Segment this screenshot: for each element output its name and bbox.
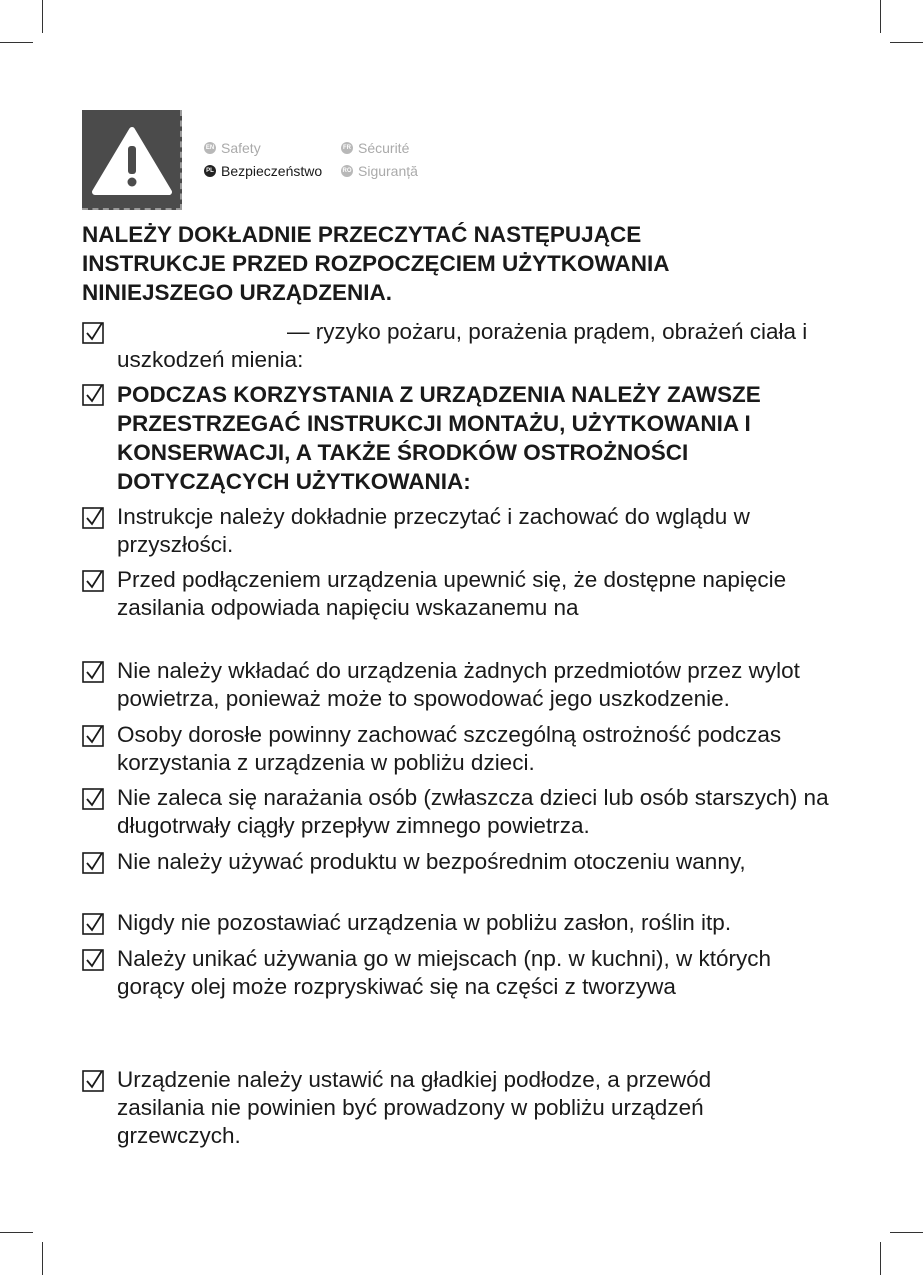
checklist-item-text: Nie zaleca się narażania osób (zwłaszcza dzieci lub osób starszych) na długotrwały ciągły przepływ zimnego powietrza. <box>117 785 829 838</box>
language-badge: PL <box>204 165 216 177</box>
checkbox-checked-icon <box>82 725 104 747</box>
checklist-item <box>82 566 862 622</box>
checklist-item-text: Osoby dorosłe powinny zachować szczególną ostrożność podczas korzystania z urządzenia w pobliżu dzieci. <box>117 722 782 775</box>
checklist-item <box>82 318 862 374</box>
language-label-fr <box>341 140 409 156</box>
crop-mark <box>42 0 43 33</box>
checklist-item <box>82 848 862 876</box>
language-label-text: Bezpieczeństwo <box>221 163 323 179</box>
checkbox-checked-icon <box>82 570 104 592</box>
crop-mark <box>890 42 923 43</box>
checklist-item <box>82 909 862 937</box>
checkbox-checked-icon <box>82 1070 104 1092</box>
checklist-item-text: Należy unikać używania go w miejscach (np. w kuchni), w których gorący olej może rozpryskiwać się na części z tworzywa <box>117 946 772 999</box>
checkbox-checked-icon <box>82 913 104 935</box>
checklist-item-text: — ryzyko pożaru, porażenia prądem, obrażeń ciała i uszkodzeń mienia: <box>117 319 808 372</box>
checkbox-checked-icon <box>82 322 104 344</box>
checkbox-checked-icon <box>82 852 104 874</box>
checklist-item-text: Przed podłączeniem urządzenia upewnić się, że dostępne napięcie zasilania odpowiada napięciu wskazanemu na <box>117 567 787 620</box>
language-badge: RO <box>341 165 353 177</box>
checklist-item <box>82 945 862 1001</box>
language-badge: EN <box>204 142 216 154</box>
checklist-item-text: PODCZAS KORZYSTANIA Z URZĄDZENIA NALEŻY ZAWSZE PRZESTRZEGAĆ INSTRUKCJI MONTAŻU, UŻYTKOWANIA I KONSERWACJI, A TAKŻE ŚRODKÓW OSTROŻNOŚCI DOTYCZĄCYCH UŻYTKOWANIA: <box>117 382 761 494</box>
checklist-item <box>82 380 862 496</box>
language-label-text: Sécurité <box>358 140 410 156</box>
checkbox-checked-icon <box>82 384 104 406</box>
language-label-text: Safety <box>221 140 261 156</box>
checkbox-checked-icon <box>82 788 104 810</box>
checklist-item <box>82 657 862 713</box>
page-heading: NALEŻY DOKŁADNIE PRZECZYTAĆ NASTĘPUJĄCE INSTRUKCJE PRZED ROZPOCZĘCIEM UŻYTKOWANIA NINIEJSZEGO URZĄDZENIA. <box>82 222 669 305</box>
checklist-item <box>82 503 862 559</box>
checklist-item-text: Nigdy nie pozostawiać urządzenia w pobliżu zasłon, roślin itp. <box>117 910 732 935</box>
language-label-pl <box>204 163 322 179</box>
checkbox-checked-icon <box>82 949 104 971</box>
language-badge: FR <box>341 142 353 154</box>
crop-mark <box>880 1242 881 1275</box>
checklist-item <box>82 784 862 840</box>
language-label-en <box>204 140 261 156</box>
checklist-item-text: Nie należy wkładać do urządzenia żadnych przedmiotów przez wylot powietrza, ponieważ może to spowodować jego uszkodzenie. <box>117 658 800 711</box>
checklist-item-text: Nie należy używać produktu w bezpośrednim otoczeniu wanny, <box>117 849 746 874</box>
crop-mark <box>890 1232 923 1233</box>
checklist-item-text: Instrukcje należy dokładnie przeczytać i zachować do wglądu w przyszłości. <box>117 504 750 557</box>
language-label-ro <box>341 163 418 179</box>
crop-mark <box>0 42 33 43</box>
warning-icon <box>82 110 182 210</box>
checklist-item-text: Urządzenie należy ustawić na gładkiej podłodze, a przewód zasilania nie powinien być prowadzony w pobliżu urządzeń grzewczych. <box>117 1067 712 1148</box>
language-label-text: Siguranță <box>358 163 418 179</box>
checkbox-checked-icon <box>82 507 104 529</box>
crop-mark <box>0 1232 33 1233</box>
checklist-item <box>82 1066 862 1150</box>
checkbox-checked-icon <box>82 661 104 683</box>
crop-mark <box>42 1242 43 1275</box>
checklist-item <box>82 721 862 777</box>
crop-mark <box>880 0 881 33</box>
